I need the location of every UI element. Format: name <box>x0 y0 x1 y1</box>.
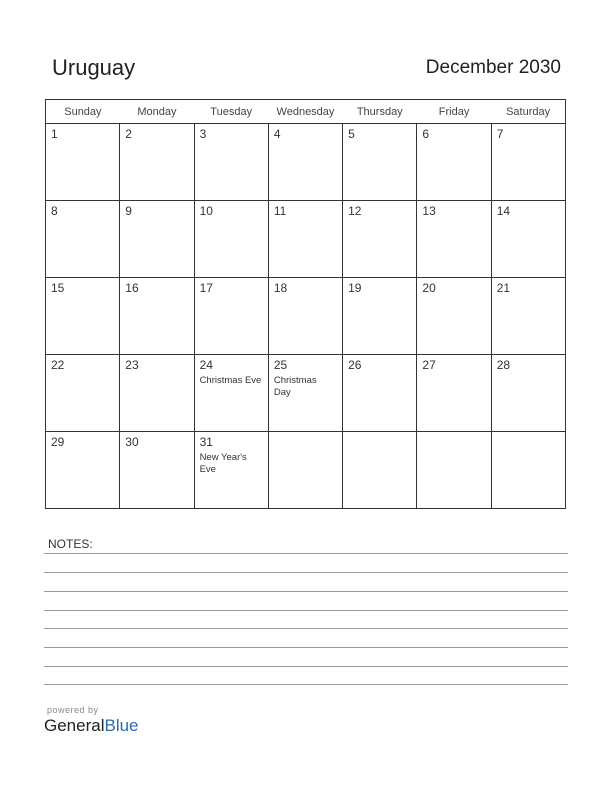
day-cell <box>491 278 565 355</box>
day-number: 3 <box>199 127 207 141</box>
day-number: 8 <box>51 204 58 218</box>
brand-logo <box>44 716 139 736</box>
day-cell <box>194 201 268 278</box>
note-line <box>44 666 568 667</box>
day-number: 13 <box>422 204 436 218</box>
day-cell <box>268 124 342 201</box>
notes-label: NOTES: <box>48 537 93 551</box>
week-row <box>46 278 566 355</box>
day-cell <box>343 278 417 355</box>
day-cell <box>491 355 565 432</box>
day-number: 26 <box>348 358 362 372</box>
holiday-label: Christmas Day <box>273 375 317 398</box>
week-row <box>46 355 566 432</box>
day-number: 6 <box>422 127 430 141</box>
weekday-header-row <box>46 100 566 124</box>
calendar-grid <box>45 99 566 509</box>
day-number: 12 <box>348 204 362 218</box>
week-row <box>46 201 566 278</box>
day-cell <box>343 355 417 432</box>
day-cell <box>491 432 565 509</box>
day-number: 24 <box>199 358 213 372</box>
day-number: 21 <box>496 281 511 295</box>
holiday-label: Christmas Eve <box>199 375 262 386</box>
day-cell <box>268 432 342 509</box>
powered-by-text: powered by <box>47 705 99 715</box>
day-cell <box>343 201 417 278</box>
note-line <box>44 572 568 573</box>
note-line <box>44 591 568 592</box>
day-cell <box>491 124 565 201</box>
day-number: 18 <box>273 281 288 295</box>
day-number: 16 <box>125 281 139 295</box>
day-number: 30 <box>125 435 139 449</box>
day-number: 28 <box>496 358 511 372</box>
day-cell <box>46 201 120 278</box>
weekday-header: Tuesday <box>194 100 268 124</box>
day-cell <box>194 432 268 509</box>
day-cell <box>268 201 342 278</box>
note-line <box>44 647 568 648</box>
day-cell <box>46 432 120 509</box>
day-number: 15 <box>51 281 65 295</box>
day-number: 20 <box>422 281 436 295</box>
note-line <box>44 628 568 629</box>
day-cell <box>120 278 194 355</box>
day-number: 17 <box>199 281 213 295</box>
day-cell <box>120 432 194 509</box>
note-line <box>44 684 568 685</box>
day-cell <box>120 355 194 432</box>
week-row <box>46 432 566 509</box>
day-number: 22 <box>51 358 65 372</box>
day-number: 19 <box>348 281 362 295</box>
day-number: 5 <box>348 127 355 141</box>
day-number: 31 <box>199 435 213 449</box>
weekday-header: Sunday <box>46 100 120 124</box>
note-line <box>44 553 568 554</box>
holiday-label: New Year's Eve <box>199 452 247 475</box>
brand-general-text: General <box>44 716 105 735</box>
day-number: 11 <box>273 204 287 218</box>
day-cell <box>46 278 120 355</box>
day-cell <box>120 201 194 278</box>
day-number: 29 <box>51 435 65 449</box>
country-title: Uruguay <box>52 55 136 80</box>
day-number: 9 <box>125 204 132 218</box>
day-cell <box>194 124 268 201</box>
day-cell <box>46 124 120 201</box>
weekday-header: Saturday <box>491 100 565 124</box>
day-cell <box>417 355 491 432</box>
brand-blue-text: Blue <box>104 716 139 735</box>
day-cell <box>268 355 342 432</box>
day-cell <box>417 432 491 509</box>
day-cell <box>417 124 491 201</box>
day-cell <box>417 201 491 278</box>
day-cell <box>194 278 268 355</box>
month-year-title: December 2030 <box>425 57 561 78</box>
day-number: 10 <box>199 204 213 218</box>
day-cell <box>268 278 342 355</box>
week-row <box>46 124 566 201</box>
day-number: 23 <box>125 358 139 372</box>
weekday-header: Thursday <box>343 100 417 124</box>
day-number: 14 <box>496 204 511 218</box>
day-cell <box>46 355 120 432</box>
day-cell <box>343 124 417 201</box>
day-cell <box>417 278 491 355</box>
day-cell <box>491 201 565 278</box>
day-number: 25 <box>273 358 288 372</box>
day-number: 1 <box>51 127 58 141</box>
weekday-header: Friday <box>417 100 491 124</box>
day-number: 2 <box>125 127 132 141</box>
day-cell <box>343 432 417 509</box>
weekday-header: Wednesday <box>268 100 342 124</box>
note-line <box>44 610 568 611</box>
day-number: 4 <box>273 127 281 141</box>
day-number: 27 <box>422 358 436 372</box>
weekday-header: Monday <box>120 100 194 124</box>
day-cell <box>120 124 194 201</box>
day-cell <box>194 355 268 432</box>
day-number: 7 <box>496 127 504 141</box>
